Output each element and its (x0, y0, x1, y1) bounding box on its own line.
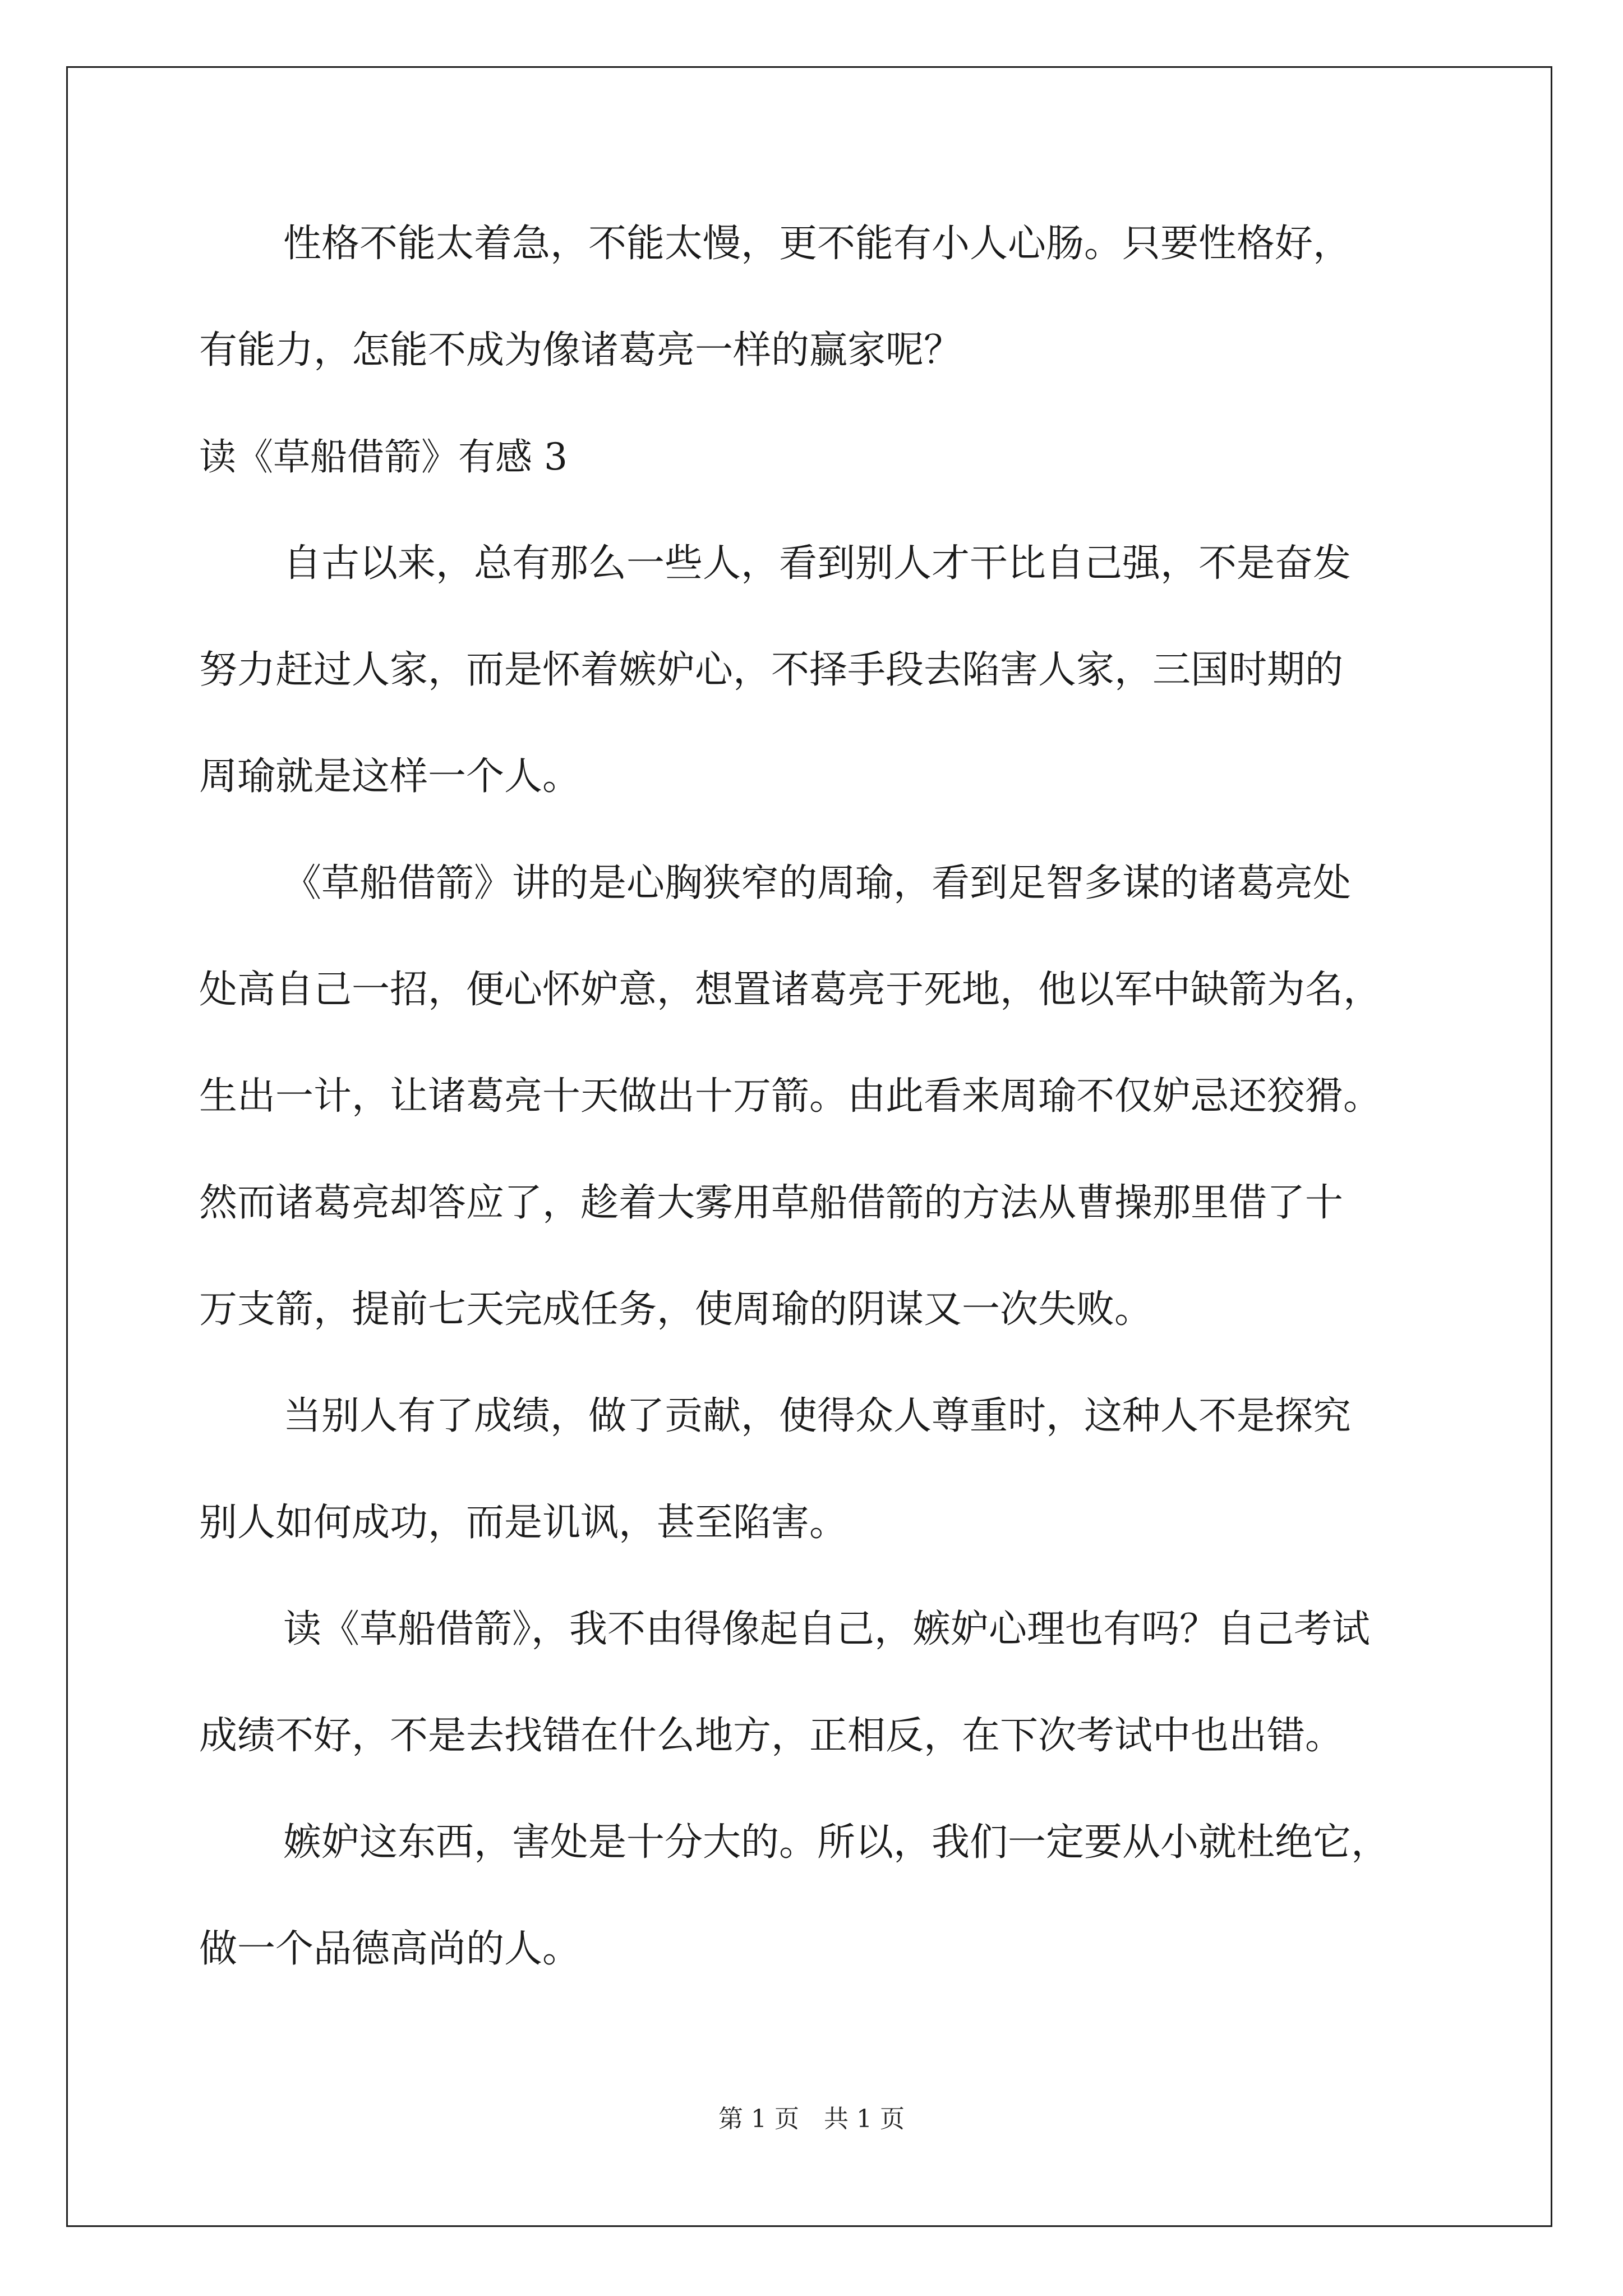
paragraph-line: 成绩不好，不是去找错在什么地方，正相反，在下次考试中也出错。 (199, 1714, 1344, 1758)
section-heading: 读《草船借箭》有感 3 (199, 435, 568, 478)
paragraph-line: 《草船借箭》讲的是心胸狭窄的周瑜，看到足智多谋的诸葛亮处 (283, 861, 1352, 905)
paragraph-line: 然而诸葛亮却答应了，趁着大雾用草船借箭的方法从曹操那里借了十 (199, 1181, 1344, 1225)
paragraph-line: 努力赶过人家，而是怀着嫉妒心，不择手段去陷害人家，三国时期的 (199, 648, 1344, 692)
paragraph-line: 嫉妒这东西，害处是十分大的。所以，我们一定要从小就杜绝它， (283, 1820, 1390, 1865)
paragraph-line: 当别人有了成绩，做了贡献，使得众人尊重时，这种人不是探究 (283, 1394, 1352, 1438)
paragraph-line: 周瑜就是这样一个人。 (199, 754, 581, 799)
paragraph-line: 自古以来，总有那么一些人，看到别人才干比自己强，不是奋发 (283, 541, 1352, 586)
paragraph-line: 生出一计，让诸葛亮十天做出十万箭。由此看来周瑜不仅妒忌还狡猾。 (199, 1074, 1382, 1119)
page-number-footer: 第 1 页 共 1 页 (718, 2105, 905, 2133)
paragraph-line: 做一个品德高尚的人。 (199, 1927, 581, 1971)
paragraph-line: 别人如何成功，而是讥讽，甚至陷害。 (199, 1501, 848, 1545)
page-border (66, 66, 1552, 2227)
paragraph-line: 读《草船借箭》，我不由得像起自己，嫉妒心理也有吗？自己考试 (283, 1607, 1371, 1651)
paragraph-line: 性格不能太着急，不能太慢，更不能有小人心肠。只要性格好， (283, 222, 1352, 266)
paragraph-line: 处高自己一招，便心怀妒意，想置诸葛亮于死地，他以军中缺箭为名， (199, 968, 1382, 1012)
paragraph-line: 万支箭，提前七天完成任务，使周瑜的阴谋又一次失败。 (199, 1287, 1153, 1332)
paragraph-line: 有能力，怎能不成为像诸葛亮一样的赢家呢？ (199, 328, 962, 372)
